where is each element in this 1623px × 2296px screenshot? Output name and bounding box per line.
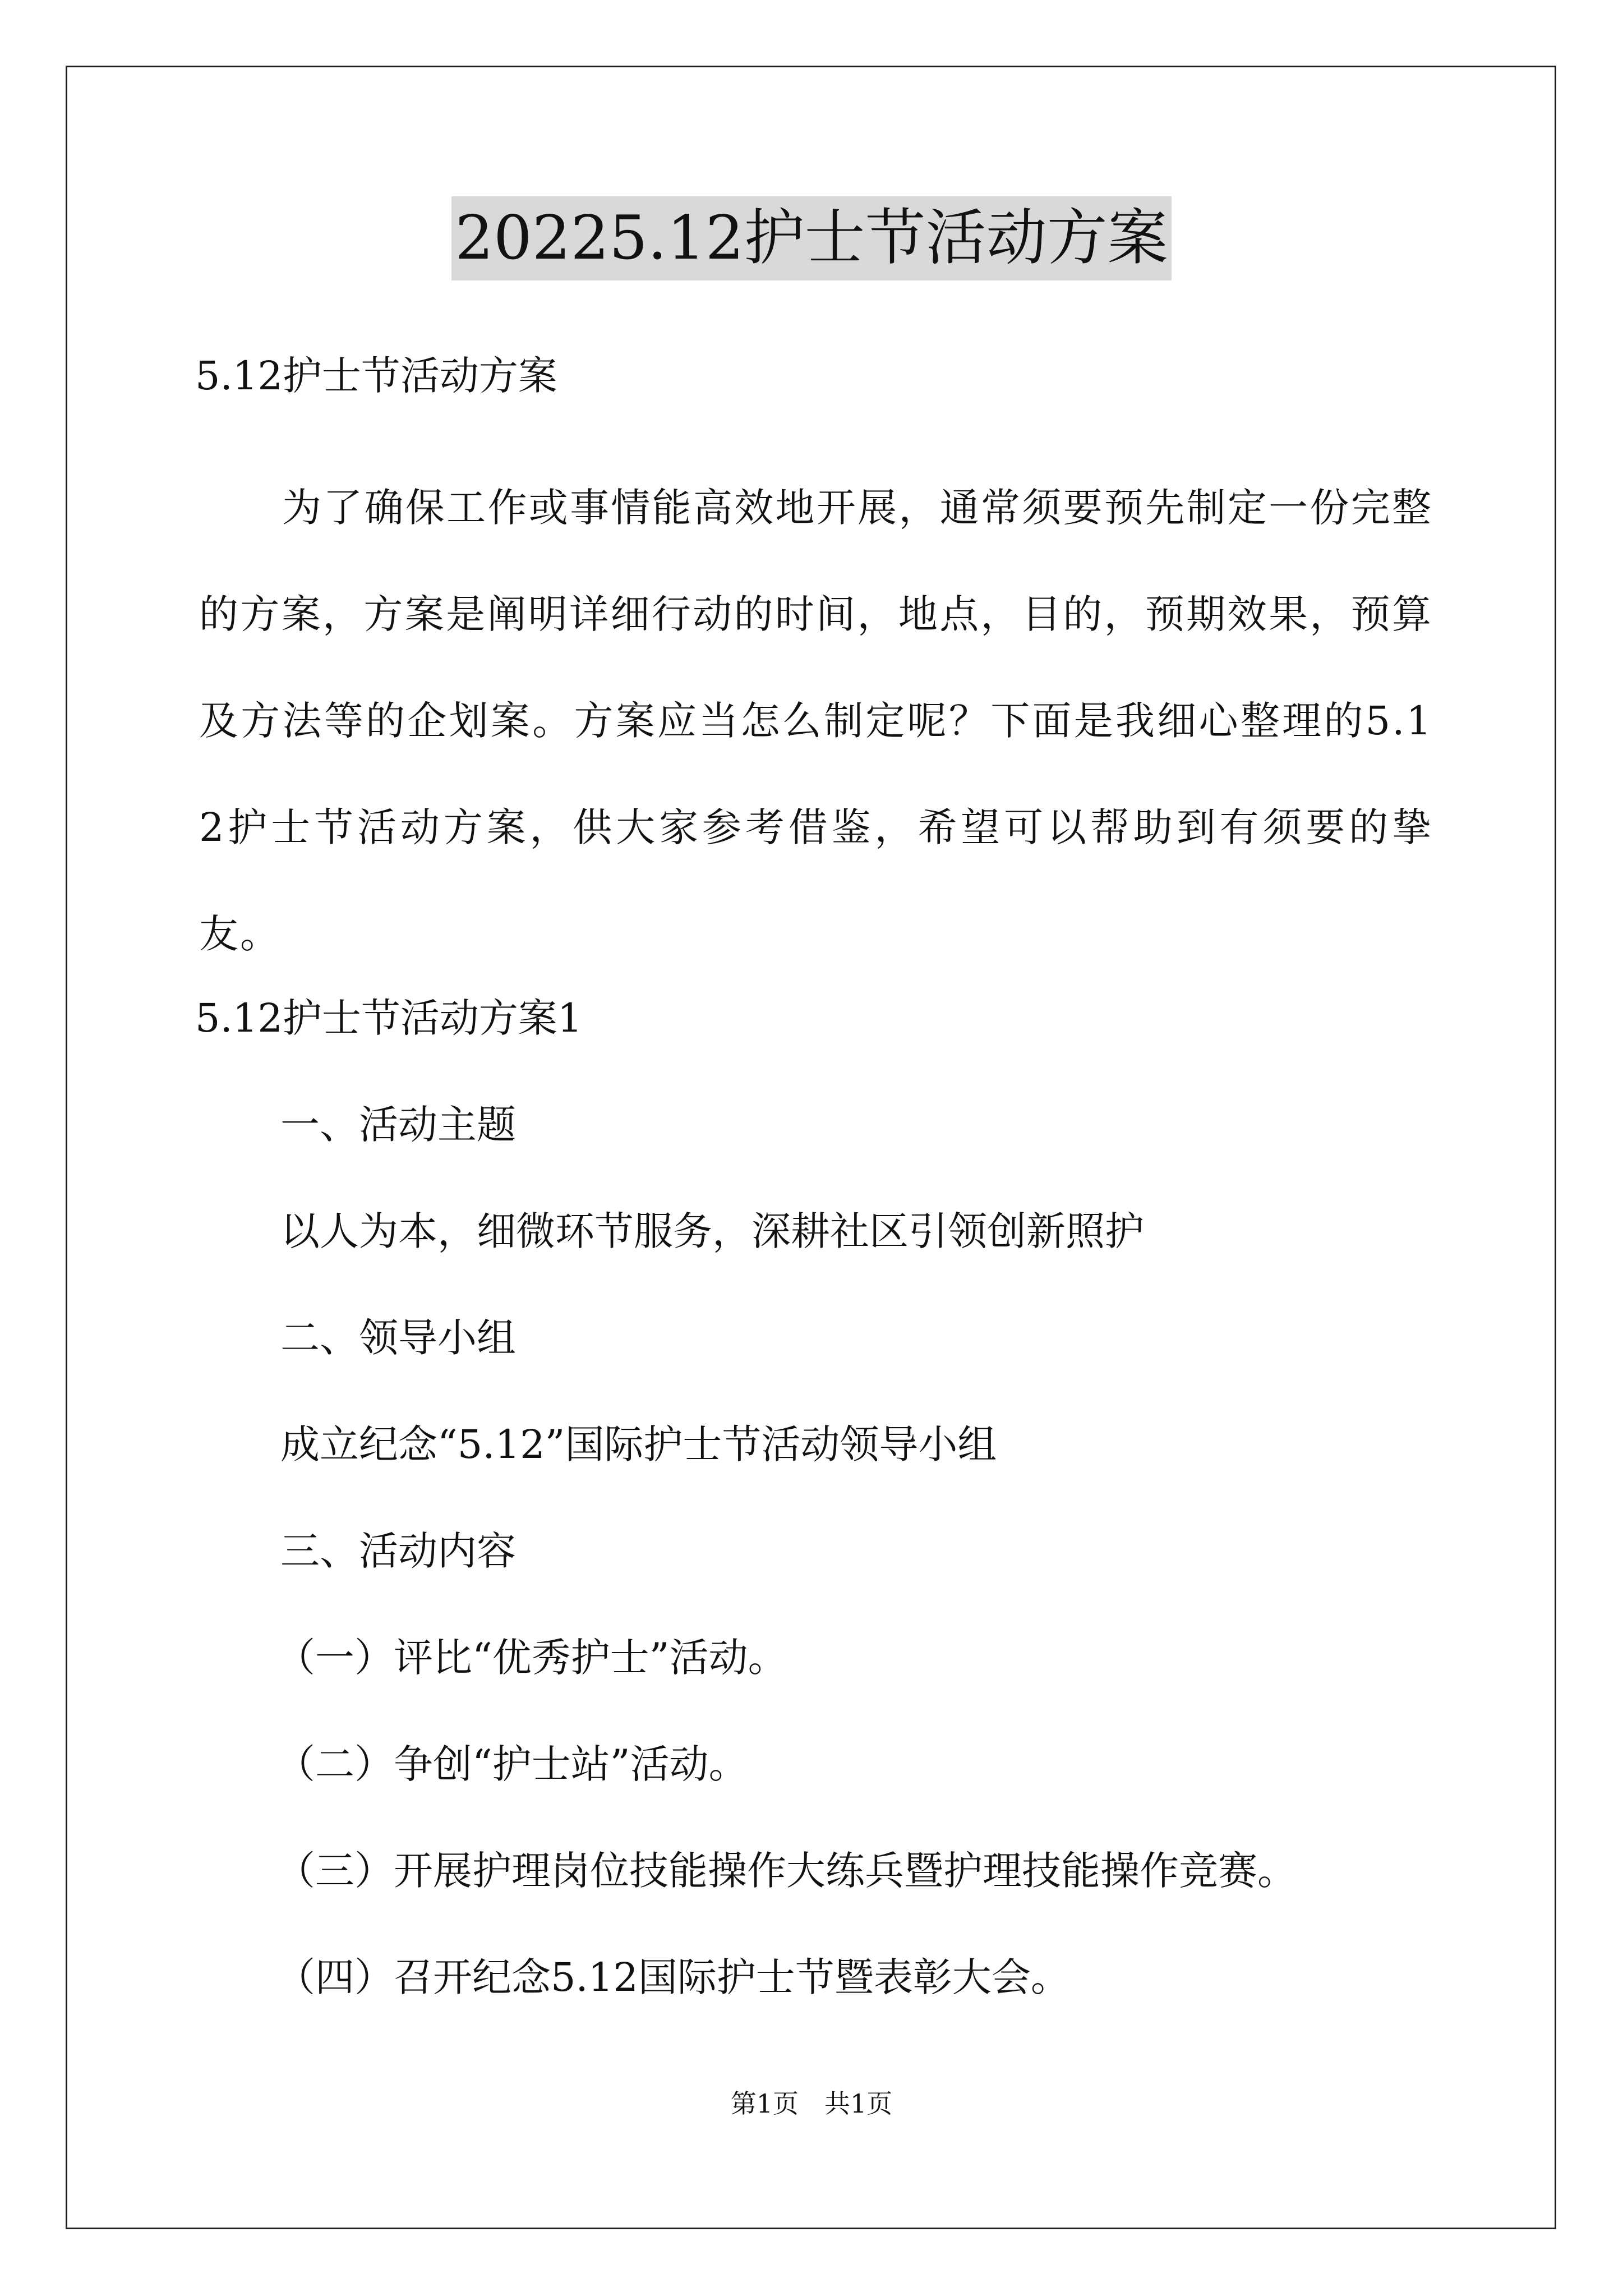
body-line-content-heading: 三、活动内容 [280, 1528, 516, 1574]
section-heading: 5.12护士节活动方案1 [195, 995, 583, 1041]
body-line-theme: 以人为本，细微环节服务，深耕社区引领创新照护 [280, 1208, 1144, 1254]
body-line-theme-heading: 一、活动主题 [280, 1102, 516, 1148]
page-footer: 第1页 共1页 [730, 2088, 893, 2119]
subtitle: 5.12护士节活动方案 [195, 353, 557, 399]
body-line-item-3: （三）开展护理岗位技能操作大练兵暨护理技能操作竞赛。 [276, 1848, 1297, 1894]
body-line-item-2: （二）争创“护士站”活动。 [276, 1741, 748, 1787]
body-line-leadership: 成立纪念“5.12”国际护士节活动领导小组 [280, 1421, 997, 1467]
intro-paragraph: 为了确保工作或事情能高效地开展，通常须要预先制定一份完整的方案，方案是阐明详细行动的时间，地点，目的，预期效果，预算及方法等的企划案。方案应当怎么制定呢？下面是我细心整理的5.12护士节活动方案，供大家参考借鉴，希望可以帮助到有须要的挚友。 [199, 485, 1433, 957]
title-container [0, 196, 1623, 280]
body-line-leadership-heading: 二、领导小组 [280, 1315, 516, 1361]
document-title: 20225.12护士节活动方案 [451, 196, 1171, 280]
body-line-item-4: （四）召开纪念5.12国际护士节暨表彰大会。 [276, 1954, 1070, 2000]
body-line-item-1: （一）评比“优秀护士”活动。 [276, 1635, 787, 1681]
